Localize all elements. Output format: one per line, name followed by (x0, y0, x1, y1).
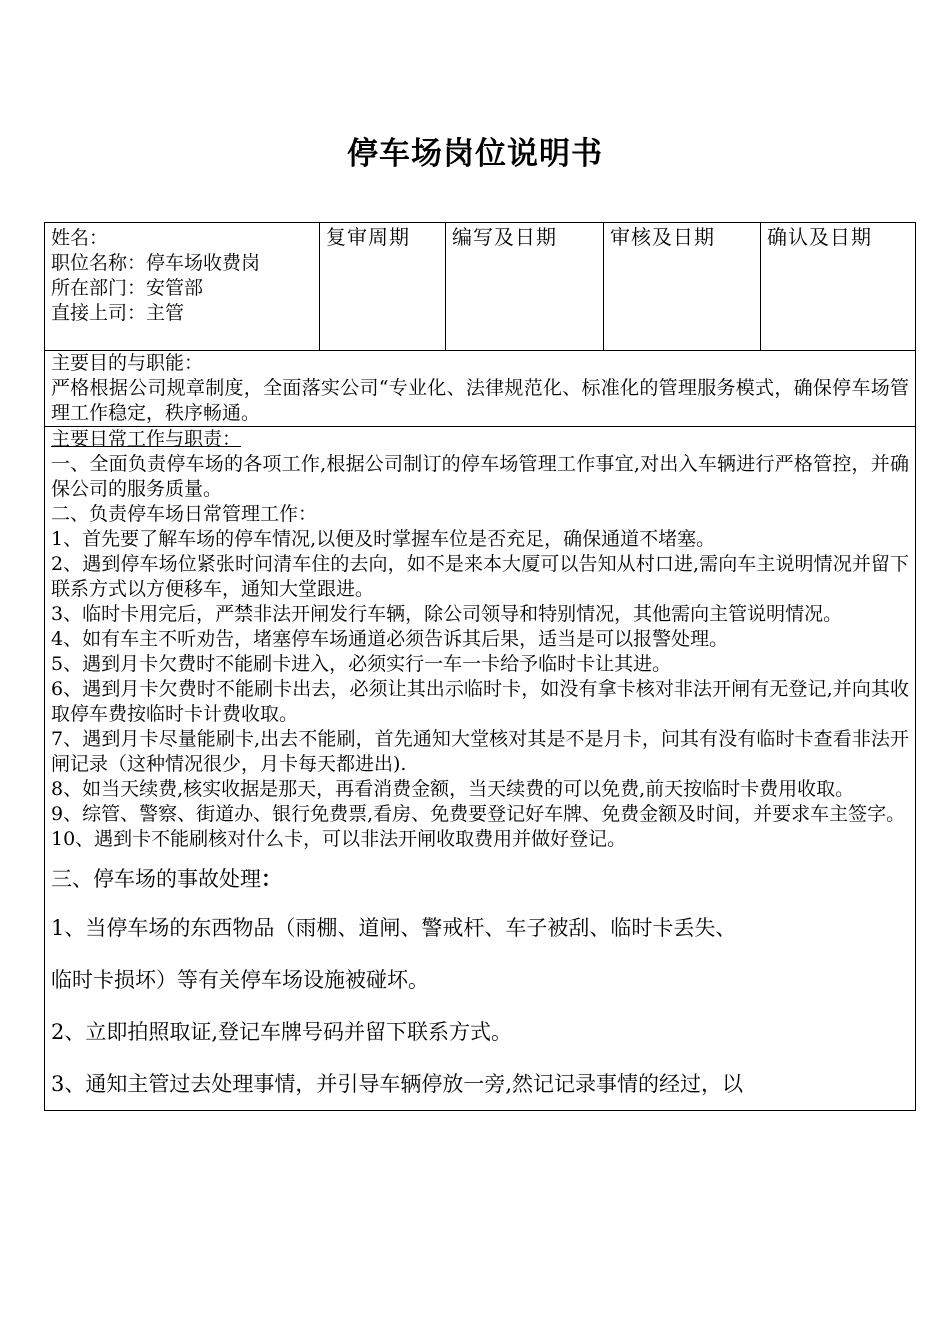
written-date-cell (446, 223, 604, 351)
supervisor: 直接上司：主管 (51, 302, 185, 324)
duty-subitem: 4、如有车主不听劝告，堵塞停车场通道必须告诉其后果，适当是可以报警处理。 (51, 628, 729, 650)
duty-subitem: 2、遇到停车场位紧张时问清车住的去向，如不是来本大厦可以告知从村口进,需向车主说明情况并留下联系方式以方便移车，通知大堂跟进。 (51, 553, 909, 600)
position-name: 职位名称：停车场收费岗 (51, 252, 261, 274)
duty-subitem: 7、遇到月卡尽量能刷卡,出去不能刷，首先通知大堂核对其是不是月卡，问其有没有临时卡查看非法开闸记录（这种情况很少，月卡每天都进出). (51, 728, 909, 775)
page-title: 停车场岗位说明书 (347, 136, 603, 172)
accident-section (51, 860, 909, 1110)
review-cycle-label: 复审周期 (326, 225, 410, 249)
accident-heading (51, 860, 909, 902)
department: 所在部门：安管部 (51, 277, 204, 299)
duty-item: 二、负责停车场日常管理工作： (51, 503, 318, 525)
purpose-heading: 主要目的与职能： (51, 352, 204, 374)
duties-row (45, 427, 916, 1111)
duty-subitem: 8、如当天续费,核实收据是那天，再看消费金额，当天续费的可以免费,前天按临时卡费用收取。 (51, 778, 855, 800)
accident-item: 2、立即拍照取证,登记车牌号码并留下联系方式。 (51, 1020, 513, 1044)
duties-heading: 主要日常工作与职责： (51, 428, 242, 450)
duty-subitem: 9、综管、警察、街道办、银行免费票,看房、免费要登记好车牌、免费金额及时间，并要求车主签字。 (51, 803, 906, 825)
audit-date-label: 审核及日期 (610, 225, 715, 249)
purpose-cell (45, 351, 916, 427)
purpose-text: 严格根据公司规章制度，全面落实公司“专业化、法律规范化、标准化的管理服务模式，确保停车场管理工作稳定，秩序畅通。 (51, 377, 909, 424)
job-description-table (44, 222, 916, 1111)
purpose-row (45, 351, 916, 427)
audit-date-cell (604, 223, 761, 351)
accident-item: 临时卡损坏）等有关停车场设施被碰坏。 (51, 968, 429, 992)
header-row (45, 223, 916, 351)
name-label: 姓名： (51, 227, 109, 249)
accident-item: 3、通知主管过去处理事情，并引导车辆停放一旁,然记记录事情的经过，以 (51, 1072, 744, 1096)
basic-info-cell (45, 223, 320, 351)
duty-item: 一、全面负责停车场的各项工作,根据公司制订的停车场管理工作事宜,对出入车辆进行严格管控，并确保公司的服务质量。 (51, 453, 909, 500)
accident-heading-colon: ： (261, 866, 282, 891)
review-cycle-cell (320, 223, 446, 351)
duty-subitem: 1、首先要了解车场的停车情况,以便及时掌握车位是否充足，确保通道不堵塞。 (51, 528, 716, 550)
written-date-label: 编写及日期 (452, 225, 557, 249)
duty-subitem: 10、遇到卡不能刷核对什么卡，可以非法开闸收取费用并做好登记。 (51, 828, 627, 850)
confirm-date-label: 确认及日期 (767, 225, 872, 249)
duty-subitem: 3、临时卡用完后，严禁非法开闸发行车辆，除公司领导和特别情况，其他需向主管说明情况。 (51, 603, 843, 625)
confirm-date-cell (761, 223, 916, 351)
accident-heading-text: 三、停车场的事故处理 (51, 867, 261, 891)
duty-subitem: 6、遇到月卡欠费时不能刷卡出去，必须让其出示临时卡，如没有拿卡核对非法开闸有无登记,并向其收取停车费按临时卡计费收取。 (51, 678, 909, 725)
duty-subitem: 5、遇到月卡欠费时不能刷卡进入，必须实行一车一卡给予临时卡让其进。 (51, 653, 672, 675)
accident-item: 1、当停车场的东西物品（雨棚、道闸、警戒杆、车子被刮、临时卡丢失、 (51, 916, 737, 940)
duties-cell (45, 427, 916, 1111)
